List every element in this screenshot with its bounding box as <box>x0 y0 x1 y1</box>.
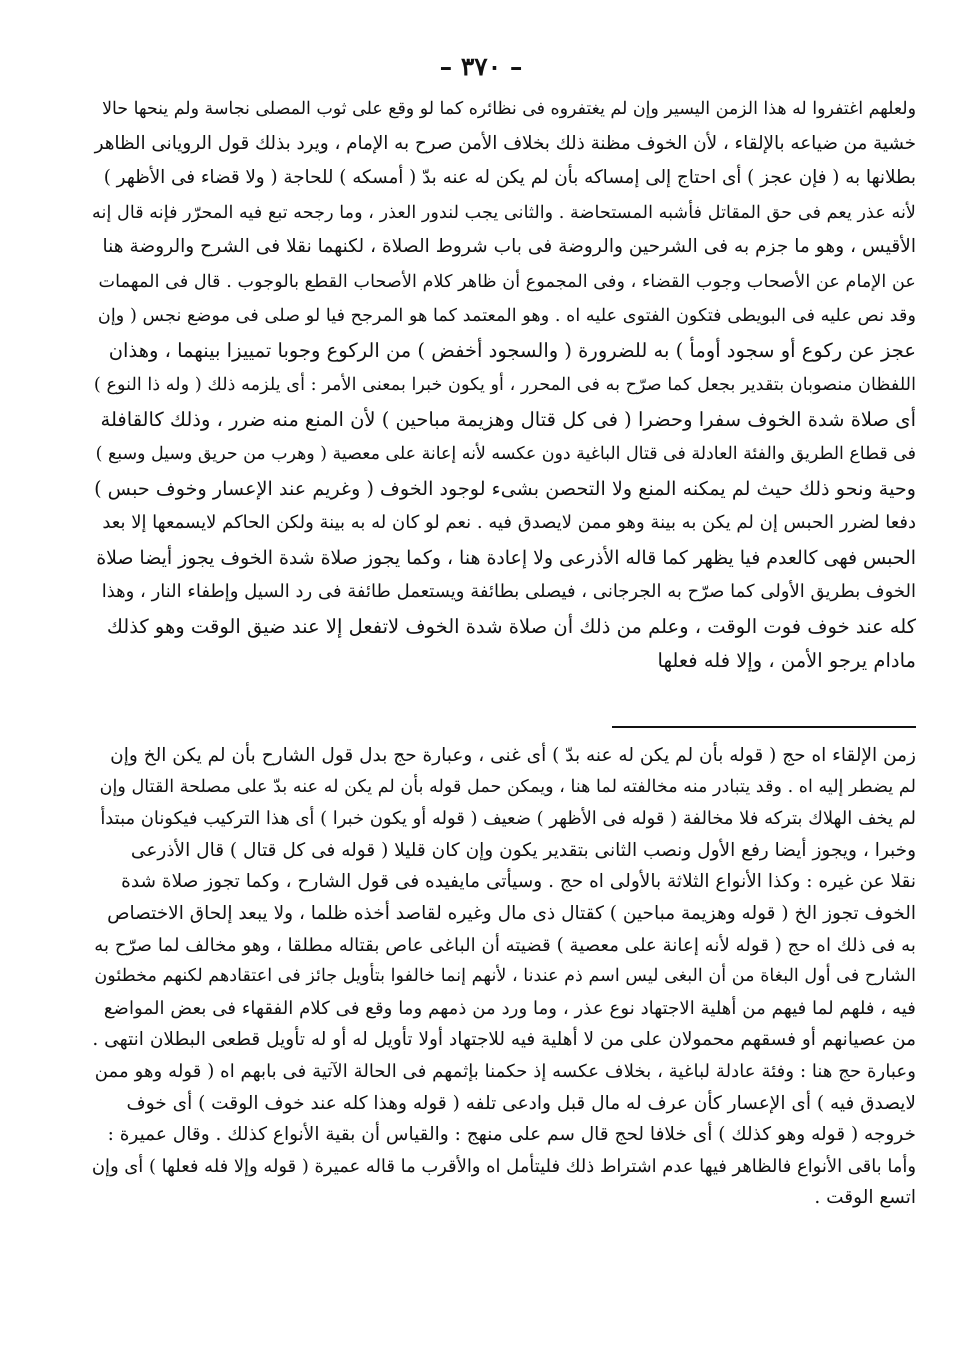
main-text-line: كله عند خوف فوت الوقت ، وعلم من ذلك أن صلاة شدة الخوف لاتفعل إلا عند ضيق الوقت وهو كذلك <box>106 614 916 638</box>
main-text-line: الأقيس ، وهو ما جزم به فى الشرحين والروضة فى باب شروط الصلاة ، لكنهما نقلا فى الشرح والروضة هنا <box>102 236 916 257</box>
main-text-line: وقد نص عليه فى البويطى فتكون الفتوى عليه اه . وهو المعتمد كما هو المرجح فيا لو صلى فى موضع نجس ( وإن <box>97 306 916 326</box>
footnote-line: وعبارة حج هنا : وفئة عادلة لباغية ، بخلاف عكسه إذ حكمنا بإثمهم فى الحالة الآتية فى بابهم اه ( قوله وهو ممن <box>94 1060 916 1082</box>
footnote-line: فيه ، فلهم لما فيهم من أهلية الاجتهاد نوع عذر ، وما ورد من ذمهم وما وقع فى كلام الفقهاء فى بعض المواضع <box>103 997 916 1019</box>
footnote-line: وأما باقى الأنواع فالظاهر فيها عدم اشتراط ذلك فليتأمل اه والأقرب ما قاله عميرة ( قوله وإلا فله فعلها ) أى وإن <box>92 1155 916 1177</box>
main-text-line: لأنه عذر يعم فى حق المقاتل فأشبه المستحاضة . والثانى يجب لندور العذر ، وما رجحه تبع فيه المحرّر فإنه قال إنه <box>92 202 916 223</box>
main-text-line: فى قطاع الطريق والفئة العادلة فى قتال الباغية دون عكسه لأنه إعانة على معصية ( وهرب من حريق وسيل وسبع ) <box>95 444 916 464</box>
main-text-line: مادام يرجو الأمن ، وإلا فله فعلها <box>657 649 916 672</box>
footnote-line: الخوف تجوز الخ ( قوله وهزيمة مباحين ) كقتال ذى مال وغيره لقاصد أخذه ظلما ، ولا يبعد إلحاق الاختصاص <box>107 902 916 924</box>
footnote-divider <box>612 726 916 728</box>
footnote-line: نقلا عن غيره : وكذا الأنواع الثلاثة بالأولى اه حج . وسيأتى مايفيده فى قول الشارح ، وكما تجوز صلاة شدة <box>121 871 916 893</box>
footnote-line: به فى ذلك اه حج ( قوله لأنه إعانة على معصية ) قضيته أن الباغى عاص بقتاله مطلقا ، وهو مخالف لما صرّح به <box>94 934 916 956</box>
footnote-line: وخبرا ، ويجوز أيضا رفع الأول ونصب الثانى بتقدير يكون وإن كان قليلا ( قوله فى كل قتال ) قال الأذرعى <box>130 839 916 861</box>
page-number: – ٣٧٠ – <box>439 52 523 81</box>
main-text-line: أى صلاة شدة الخوف سفرا وحضرا ( فى كل قتال وهزيمة مباحين ) لأن المنع منه ضرر ، وذلك كالقافلة <box>100 407 916 431</box>
footnote-line: زمن الإلقاء اه حج ( قوله بأن لم يكن له عنه بدّ ) أى غنى ، وعبارة حج بدل قول الشارح بأن لم يكن الخ وإن <box>110 745 916 766</box>
main-text-line: اللفظان منصوبان بتقدير بجعل كما صرّح به فى المحرر ، أو يكون خبرا بمعنى الأمر : أى يلزمه ذلك ( وله ذا النوع ) <box>93 375 916 395</box>
main-text-line: الخوف بطريق الأولى كما صرّح به الجرجانى ، فيصلى بطائفة ويستعمل طائفة فى رد السيل وإطفاء النار ، وهذا <box>101 581 916 602</box>
footnote-line: لم يخف الهلاك بتركه فلا مخالفة ( قوله فى الأظهر ) ضعيف ( قوله أو يكون خبرا ) أى هذا التركيب فيكونان مبتدأ <box>100 808 916 830</box>
main-text-line: بطلانها به ( فإن عجز ) أى احتاج إلى إمساكه بأن لم يكن له عنه بدّ ( أمسكه ) للحاجة ( ولا قضاء فى الأظهر ) <box>103 167 916 188</box>
footnote-line: من عصيانهم أو فسقهم محمولان على من لا أهلية فيه للاجتهاد أولا تأويل له أو له تأويل قطعى البطلان انتهى . <box>92 1029 916 1051</box>
main-text-line: خشية من ضياعه بالإلقاء ، لأن الخوف مظنة ذلك بخلاف الأمن صرح به الإمام ، ويرد بذلك قول الرويانى الظاهر <box>94 132 916 154</box>
main-text-block <box>92 92 916 679</box>
footnote-line: خروجه ( قوله وهو كذلك ) أى خلافا لحج قال سم على منهج : والقياس أن بقية الأنواع كذلك . وقال عميرة : <box>107 1124 916 1146</box>
main-text-line: عن الإمام عن الأصحاب وجوب القضاء ، وفى المجموع أن ظاهر كلام الأصحاب القطع بالوجوب . قال فى المهمات <box>98 271 916 292</box>
main-text-line: وحية ونحو ذلك حيث لم يمكنه المنع ولا التحصن بشىء لوجود الخوف ( وغريم عند الإعسار وخوف حبس ) <box>94 476 916 500</box>
main-text-line: الحبس فهى كالعدم فيا يظهر كما قاله الأذرعى ولا إعادة هنا ، وكما يجوز صلاة شدة الخوف يجوز أيضا صلاة <box>96 546 916 569</box>
footnote-line: لم يضطر إليه اه . وقد يتبادر منه مخالفته لما هنا ، ويمكن حمل قوله بأن لم يكن له عنه بدّ على مصلحة القتال وإن <box>99 776 916 797</box>
footnote-line: اتسع الوقت . <box>814 1187 916 1209</box>
main-text-line: ولعلهم اغتفروا له هذا الزمن اليسير وإن لم يغتفروه فى نظائره كما لو وقع على ثوب المصلى نجاسة ولم ينحها حالا <box>102 99 916 119</box>
footnotes-block <box>92 740 916 1214</box>
main-text-line: دفعا لضرر الحبس إن لم يكن به بينة وهو ممن لايصدق فيه . نعم لو كان له به بينة ولكن الحاكم لايسمعها إلا بعد <box>102 512 916 533</box>
main-text-line: عجز عن ركوع أو سجود أومأ ) به للضرورة ( والسجود أخفض ) من الركوع وجوبا تمييزا بينهما ، وهذان <box>108 338 916 362</box>
footnote-line: الشارح فى أول البغاة من أن البغى ليس اسم ذم عندنا ، لأنهم إنما خالفوا بتأويل جائز فى اعتقادهم لكنهم مخطئون <box>94 966 916 987</box>
footnote-line: لايصدق فيه ) أى الإعسار كأن عرف له مال قبل وادعى تلفه ( قوله وهذا كله عند خوف الوقت ) أى خوف <box>126 1092 916 1114</box>
